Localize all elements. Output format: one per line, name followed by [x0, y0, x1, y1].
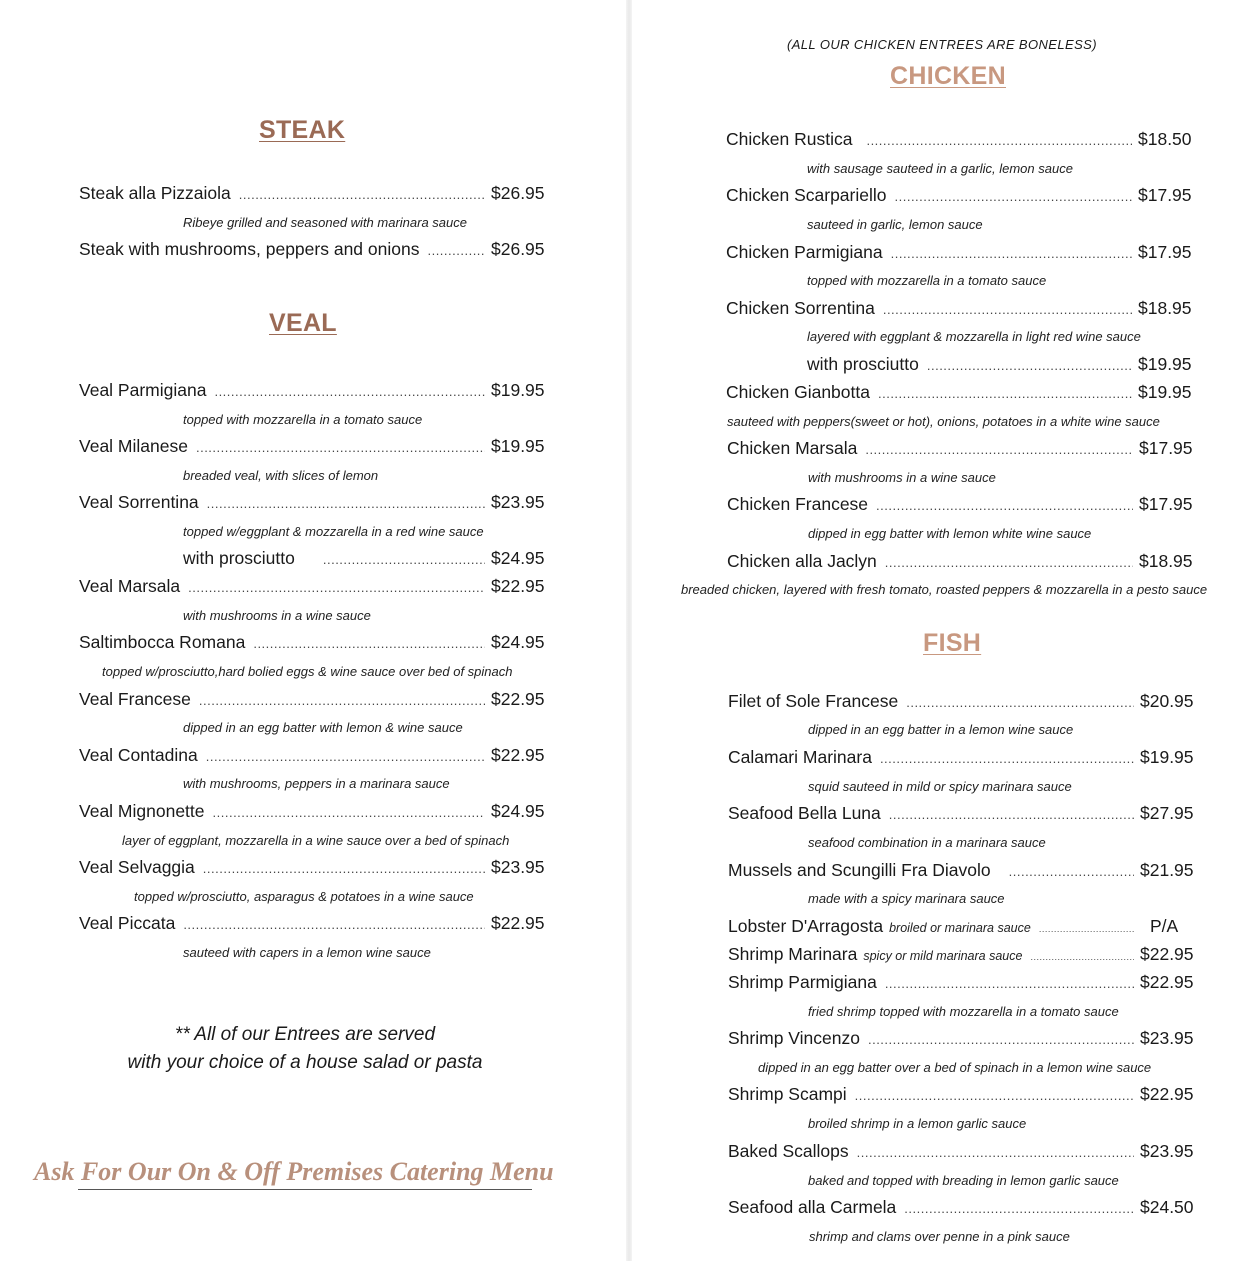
item-description: topped w/prosciutto, asparagus & potatoes in a wine sauce — [134, 889, 474, 904]
menu-item — [79, 435, 543, 459]
item-description: topped w/prosciutto,hard bolied eggs & wine sauce over bed of spinach — [102, 664, 513, 679]
item-price: $22.95 — [491, 745, 545, 765]
item-description: sauteed in garlic, lemon sauce — [807, 217, 983, 232]
veal-heading: VEAL — [269, 309, 337, 337]
item-name: Chicken Gianbotta — [726, 382, 870, 402]
menu-item — [726, 184, 1190, 208]
item-price: $20.95 — [1140, 691, 1194, 711]
item-price: $19.95 — [491, 380, 545, 400]
item-price: $23.95 — [1140, 1141, 1194, 1161]
item-price: $18.95 — [1138, 298, 1192, 318]
item-name: Veal Milanese — [79, 436, 188, 456]
left-page — [0, 0, 620, 1261]
item-price: $17.95 — [1138, 242, 1192, 262]
item-name: Veal Parmigiana — [79, 380, 207, 400]
item-price: $19.95 — [1140, 747, 1194, 767]
menu-item — [728, 1083, 1192, 1107]
item-price: $17.95 — [1139, 494, 1193, 514]
item-description: breaded veal, with slices of lemon — [183, 468, 379, 483]
chicken-heading: CHICKEN — [890, 62, 1006, 90]
item-price: $26.95 — [491, 183, 545, 203]
item-sub-description: spicy or mild marinara sauce — [863, 949, 1023, 963]
item-description: shrimp and clams over penne in a pink sauce — [809, 1229, 1070, 1244]
item-description: made with a spicy marinara sauce — [808, 891, 1005, 906]
right-page — [630, 0, 1258, 1261]
item-price: $23.95 — [491, 857, 545, 877]
item-price: $22.95 — [1140, 972, 1194, 992]
item-description: breaded chicken, layered with fresh tomato, roasted peppers & mozzarella in a pesto sauce — [681, 582, 1208, 597]
item-description: with mushrooms in a wine sauce — [183, 608, 371, 623]
item-name: Steak alla Pizzaiola — [79, 183, 231, 203]
menu-item — [79, 856, 543, 880]
item-name: Veal Francese — [79, 689, 191, 709]
item-name: Chicken Sorrentina — [726, 298, 875, 318]
item-name: Chicken Parmigiana — [726, 242, 883, 262]
entree-note-line-1: ** All of our Entrees are served — [174, 1024, 436, 1045]
item-price: $19.95 — [1138, 382, 1192, 402]
item-price: $23.95 — [1140, 1028, 1194, 1048]
item-price: $19.95 — [491, 436, 545, 456]
menu-item — [728, 746, 1192, 770]
menu-item — [79, 379, 543, 403]
item-price: $19.95 — [1138, 354, 1192, 374]
item-description: sauteed with capers in a lemon wine sauce — [183, 945, 431, 960]
boneless-note: (ALL OUR CHICKEN ENTREES ARE BONELESS) — [787, 37, 1097, 52]
item-description: topped w/eggplant & mozzarella in a red wine sauce — [183, 524, 484, 539]
item-name: Chicken Rustica — [726, 129, 853, 149]
item-name: Veal Marsala — [79, 576, 181, 596]
item-description: with mushrooms in a wine sauce — [808, 470, 996, 485]
item-name: Calamari Marinara — [728, 747, 872, 767]
item-description: dipped in egg batter with lemon white wine sauce — [808, 526, 1092, 541]
menu-item — [79, 182, 543, 206]
menu-item — [807, 353, 1190, 377]
item-price: P/A — [1150, 916, 1179, 936]
catering-banner: Ask For Our On & Off Premises Catering Menu — [34, 1157, 554, 1186]
item-name: Mussels and Scungilli Fra Diavolo — [728, 860, 991, 880]
menu-item — [79, 744, 543, 768]
menu-item — [728, 971, 1192, 995]
menu-item — [727, 493, 1191, 517]
item-description: sauteed with peppers(sweet or hot), onions, potatoes in a white wine sauce — [727, 414, 1160, 429]
item-name: Veal Piccata — [79, 913, 176, 933]
item-price: $17.95 — [1138, 185, 1192, 205]
menu-item — [728, 1140, 1192, 1164]
item-name: Shrimp Vincenzo — [728, 1028, 860, 1048]
menu-item — [79, 800, 543, 824]
menu-item — [79, 575, 543, 599]
item-price: $24.50 — [1140, 1197, 1194, 1217]
menu-item — [728, 1027, 1192, 1051]
item-price: $26.95 — [491, 239, 545, 259]
item-price: $24.95 — [491, 801, 545, 821]
item-description: Ribeye grilled and seasoned with marinara sauce — [183, 215, 467, 230]
menu-item — [726, 297, 1190, 321]
menu-item — [728, 859, 1192, 883]
item-description: fried shrimp topped with mozzarella in a tomato sauce — [808, 1004, 1119, 1019]
item-description: with mushrooms, peppers in a marinara sauce — [183, 776, 450, 791]
item-name: Lobster D'Arragosta — [728, 916, 884, 936]
item-description: baked and topped with breading in lemon garlic sauce — [808, 1173, 1119, 1188]
item-name: with prosciutto — [807, 354, 919, 374]
menu-item — [79, 912, 543, 936]
item-description: dipped in an egg batter in a lemon wine sauce — [808, 722, 1074, 737]
item-price: $22.95 — [1140, 944, 1194, 964]
item-name: Saltimbocca Romana — [79, 632, 246, 652]
item-price: $22.95 — [491, 576, 545, 596]
item-description: broiled shrimp in a lemon garlic sauce — [808, 1116, 1027, 1131]
item-description: with sausage sauteed in a garlic, lemon sauce — [807, 161, 1073, 176]
item-price: $27.95 — [1140, 803, 1194, 823]
item-price: $18.95 — [1139, 551, 1193, 571]
item-description: dipped in an egg batter with lemon & wine sauce — [183, 720, 463, 735]
catering-underline — [78, 1189, 532, 1190]
item-price: $21.95 — [1140, 860, 1194, 880]
item-name: Veal Contadina — [79, 745, 198, 765]
menu-item — [728, 943, 1192, 968]
menu-item — [726, 128, 1190, 152]
menu-item — [79, 238, 543, 262]
item-price: $18.50 — [1138, 129, 1192, 149]
item-name: Chicken Marsala — [727, 438, 858, 458]
item-name: Veal Sorrentina — [79, 492, 199, 512]
menu-item — [728, 915, 1192, 940]
menu-item — [79, 631, 543, 655]
entree-note — [90, 1021, 520, 1077]
item-price: $22.95 — [491, 689, 545, 709]
menu-item — [728, 690, 1192, 714]
item-name: Seafood alla Carmela — [728, 1197, 897, 1217]
item-price: $23.95 — [491, 492, 545, 512]
item-name: Veal Selvaggia — [79, 857, 195, 877]
item-name: Shrimp Scampi — [728, 1084, 847, 1104]
item-sub-description: broiled or marinara sauce — [889, 921, 1031, 935]
item-name: Filet of Sole Francese — [728, 691, 899, 711]
item-description: seafood combination in a marinara sauce — [808, 835, 1046, 850]
item-name: Shrimp Marinara — [728, 944, 858, 964]
item-name: Chicken Francese — [727, 494, 869, 514]
item-name: Steak with mushrooms, peppers and onions — [79, 239, 420, 259]
item-name: Baked Scallops — [728, 1141, 849, 1161]
item-description: squid sauteed in mild or spicy marinara sauce — [808, 779, 1072, 794]
item-price: $17.95 — [1139, 438, 1193, 458]
item-price: $22.95 — [1140, 1084, 1194, 1104]
entree-note-line-2: with your choice of a house salad or pasta — [127, 1052, 483, 1073]
menu-item — [726, 241, 1190, 265]
menu-item — [183, 547, 543, 571]
item-description: topped with mozzarella in a tomato sauce — [807, 273, 1047, 288]
item-name: Shrimp Parmigiana — [728, 972, 877, 992]
item-name: Veal Mignonette — [79, 801, 205, 821]
item-name: Seafood Bella Luna — [728, 803, 881, 823]
menu-item — [728, 1196, 1192, 1220]
item-description: layered with eggplant & mozzarella in light red wine sauce — [807, 329, 1141, 344]
item-name: Chicken alla Jaclyn — [727, 551, 877, 571]
item-description: topped with mozzarella in a tomato sauce — [183, 412, 423, 427]
menu-item — [726, 381, 1190, 405]
item-price: $24.95 — [491, 632, 545, 652]
menu-item — [727, 550, 1191, 574]
menu-item — [727, 437, 1191, 461]
item-description: layer of eggplant, mozzarella in a wine sauce over a bed of spinach — [122, 833, 510, 848]
fish-heading: FISH — [923, 629, 982, 657]
menu-item — [79, 688, 543, 712]
menu-item — [728, 802, 1192, 826]
item-name: with prosciutto — [183, 548, 295, 568]
item-price: $22.95 — [491, 913, 545, 933]
item-name: Chicken Scarpariello — [726, 185, 887, 205]
menu-item — [79, 491, 543, 515]
item-price: $24.95 — [491, 548, 545, 568]
steak-heading: STEAK — [259, 116, 346, 144]
item-description: dipped in an egg batter over a bed of spinach in a lemon wine sauce — [758, 1060, 1152, 1075]
